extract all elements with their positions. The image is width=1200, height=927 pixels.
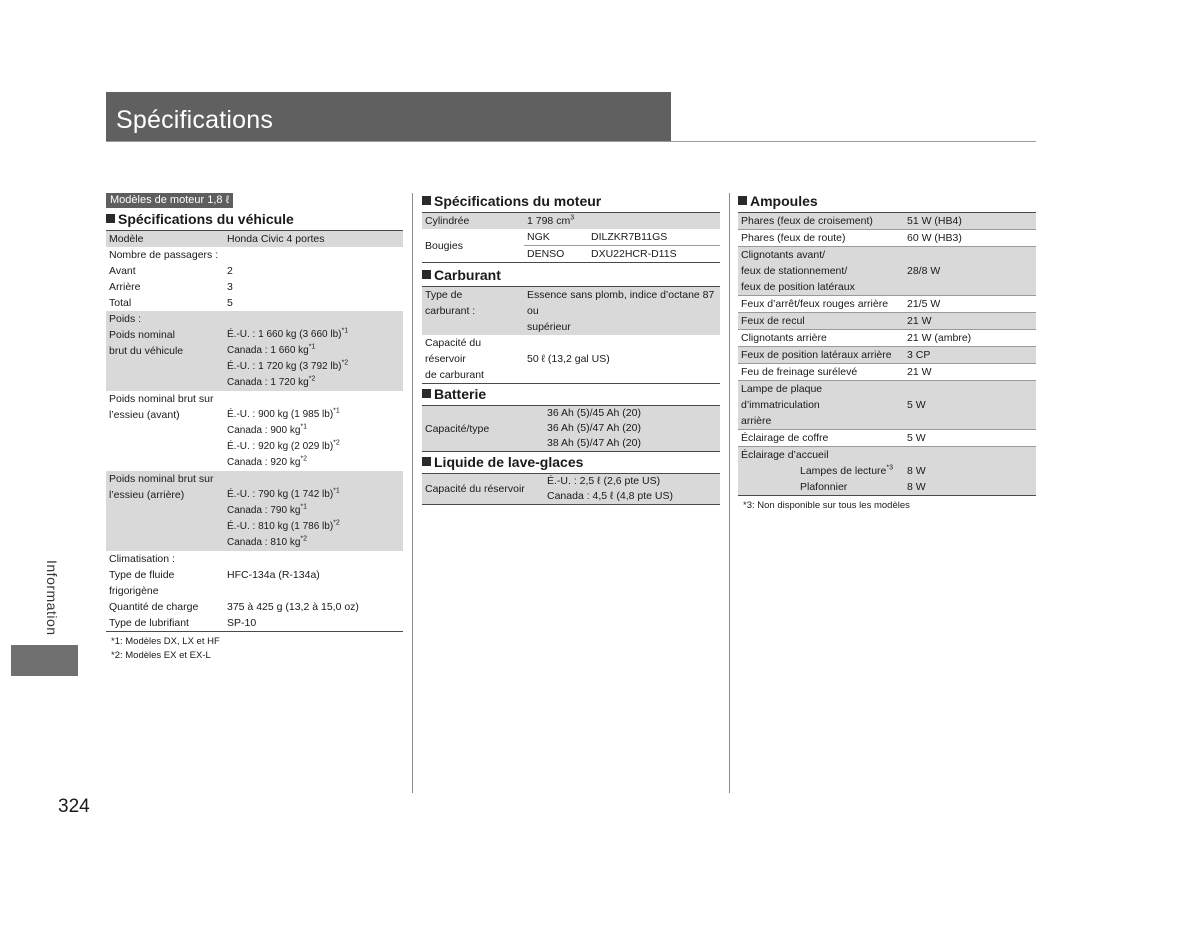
table-row: Feu de freinage surélevé 21 W [738,364,1036,381]
table-row: Poids nominal brut sur l’essieu (avant) É.-U. : 900 kg (1 985 lb)$^{*1}$ Canada : 900 $kg^{*1}$ É.-U. : 920 kg (2 029 lb)$^{*2}$ Canada : 920 $kg^{*2}$ [109,393,340,469]
vehicle-specs-table [106,231,403,632]
column-divider [412,193,413,793]
footnote: *2: Modèles EX et EX-L [111,650,211,662]
engine-specs-column [422,193,720,505]
square-bullet-icon [738,196,747,205]
table-row: Type de carburant : Essence sans plomb, indice d’octane 87 ou supérieur [422,287,720,335]
bulbs-heading: Ampoules [738,193,1036,213]
table-row: Arrière 3 [109,281,233,294]
table-row: Capacité du réservoir É.-U. : 2,5 ℓ (2,6 pte US) Canada : 4,5 ℓ (4,8 pte US) [422,474,720,505]
table-row: Poids nominal brut du véhicule É.-U. : 1 660 kg (3 660 lb)$^{*1}$ Canada : 1 660 $kg^{*1}$ É.-U. : 1 720 kg (3 792 lb)$^{*2}$ Canada : 1 720 $kg^{*2}$ [106,327,403,391]
page-number: 324 [58,796,90,817]
footnote: *3: Non disponible sur tous les modèles [743,500,910,511]
footnote: *1: Modèles DX, LX et HF [111,636,220,648]
battery-heading: Batterie [422,386,720,406]
bulbs-column [738,193,1036,513]
page-title: Spécifications [116,106,274,134]
square-bullet-icon [422,196,431,205]
table-row: Nombre de passagers : [109,249,219,262]
column-divider [729,193,730,793]
table-row: Capacité du réservoir de carburant 50 ℓ (13,2 gal US) [422,335,720,384]
battery-table [422,406,720,452]
table-row: Type de fluide frigorigène HFC-134a (R-134a) [109,569,320,598]
table-row: Poids : [106,311,403,327]
table-row: Modèle Honda Civic 4 portes [106,231,403,247]
table-row: Phares (feux de route) 60 W (HB3) [738,230,1036,247]
table-row: Total 5 [109,297,233,310]
table-row: Clignotants avant/ feux de stationnement/ feux de position latéraux 28/8 W [738,247,1036,296]
square-bullet-icon [422,457,431,466]
title-rule [106,141,1036,142]
table-row: DENSO DXU22HCR-D11S [422,246,720,263]
table-row: Capacité/type 36 Ah (5)/45 Ah (20) 36 Ah (5)/47 Ah (20) 38 Ah (5)/47 Ah (20) [422,406,720,452]
table-row: Éclairage d’accueil [738,447,1036,464]
table-row: Cylindrée 1 798 $cm^3$ [422,213,720,229]
fuel-heading: Carburant [422,267,720,287]
vehicle-specs-column [106,193,403,663]
footnotes [106,635,403,663]
table-row: Climatisation : [109,553,175,566]
table-row: Poids nominal brut sur l’essieu (arrière) É.-U. : 790 kg (1 742 lb)$^{*1}$ Canada : 790 $kg^{*1}$ É.-U. : 810 kg (1 786 lb)$^{*2}$ Canada : 810 $kg^{*2}$ [106,471,403,551]
table-row: Phares (feux de croisement) 51 W (HB4) [738,213,1036,230]
table-row: Feux de recul 21 W [738,313,1036,330]
table-row: Feux de position latéraux arrière 3 CP [738,347,1036,364]
table-row: Type de lubrifiant SP-10 [106,615,403,632]
table-row: Feux d’arrêt/feux rouges arrière 21/5 W [738,296,1036,313]
engine-model-label: Modèles de moteur 1,8 ℓ [106,193,233,208]
side-tab-marker [11,645,78,676]
table-row: Lampe de plaque d’immatriculation arrière 5 W [738,381,1036,430]
washer-table [422,474,720,505]
fuel-table [422,287,720,384]
washer-heading: Liquide de lave-glaces [422,454,720,474]
table-row: Bougies NGK DILZKR7B11GS [422,229,720,246]
title-bar [106,92,671,141]
square-bullet-icon [422,270,431,279]
table-row: Clignotants arrière 21 W (ambre) [738,330,1036,347]
table-row: Avant 2 [109,265,233,278]
table-row: Éclairage de coffre 5 W [738,430,1036,447]
table-row: Plafonnier 8 W [738,479,1036,496]
engine-specs-heading: Spécifications du moteur [422,193,720,213]
square-bullet-icon [106,214,115,223]
bulbs-table [738,213,1036,496]
square-bullet-icon [422,389,431,398]
engine-specs-table [422,213,720,263]
vehicle-specs-heading: Spécifications du véhicule [106,211,403,231]
footnotes [738,499,1036,513]
table-row: Quantité de charge 375 à 425 g (13,2 à 15,0 oz) [109,601,359,614]
table-row: Lampes de lecture$^{*3}$ 8 W [738,463,1036,479]
